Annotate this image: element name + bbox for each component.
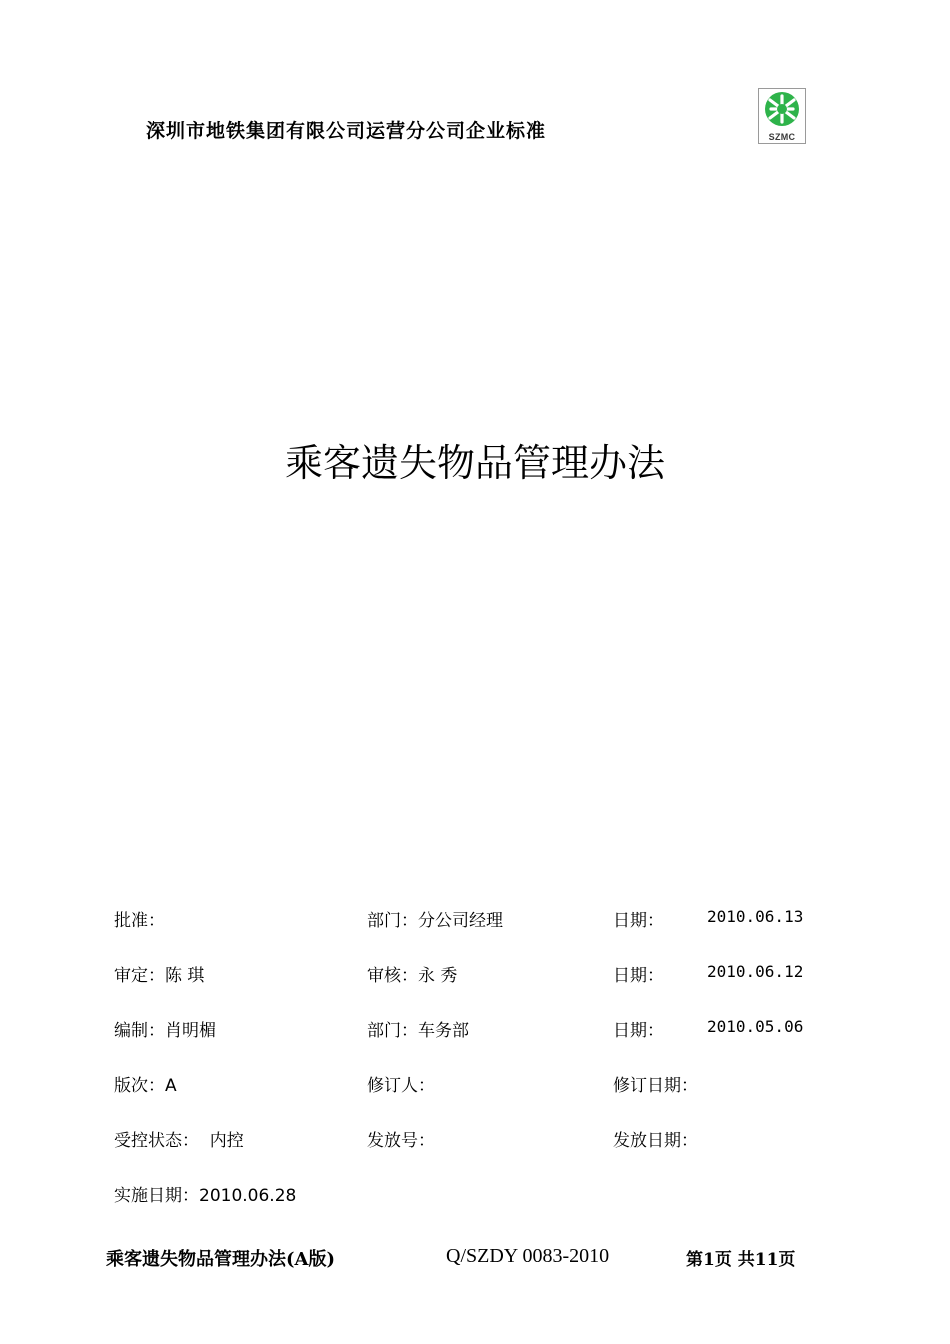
reviser-label: 修订人： — [367, 1076, 435, 1096]
version-label: 版次：A — [114, 1076, 177, 1096]
approve-department: 部门：分公司经理 — [367, 911, 503, 931]
footer-document-title: 乘客遗失物品管理办法(A版) — [106, 1249, 335, 1270]
compile-date-label: 日期： — [613, 1021, 664, 1041]
review-label: 审定：陈 琪 — [114, 966, 205, 986]
compile-label: 编制：肖明楣 — [114, 1021, 216, 1041]
metro-logo-icon — [759, 89, 805, 129]
review-date: 2010.06.12 — [707, 962, 804, 981]
organization-standard-header: 深圳市地铁集团有限公司运营分公司企业标准 — [146, 120, 547, 142]
issue-date-label: 发放日期： — [613, 1131, 698, 1151]
review-date-label: 日期： — [613, 966, 664, 986]
approve-date: 2010.06.13 — [707, 907, 804, 926]
approve-label: 批准： — [114, 911, 165, 931]
revision-date-label: 修订日期： — [613, 1076, 698, 1096]
document-title: 乘客遗失物品管理办法 — [284, 441, 665, 485]
approve-date-label: 日期： — [613, 911, 664, 931]
compile-date: 2010.05.06 — [707, 1017, 804, 1036]
control-status-label: 受控状态： 内控 — [114, 1131, 244, 1151]
audit-label: 审核：永 秀 — [367, 966, 458, 986]
logo-text: SZMC — [768, 132, 796, 142]
implementation-date: 实施日期：2010.06.28 — [114, 1186, 297, 1206]
footer-page-info: 第1页 共11页 — [686, 1250, 796, 1270]
footer-document-code: Q/SZDY 0083-2010 — [446, 1245, 610, 1267]
szmc-logo — [758, 88, 806, 144]
compile-department: 部门：车务部 — [367, 1021, 469, 1041]
issue-number-label: 发放号： — [367, 1131, 435, 1151]
